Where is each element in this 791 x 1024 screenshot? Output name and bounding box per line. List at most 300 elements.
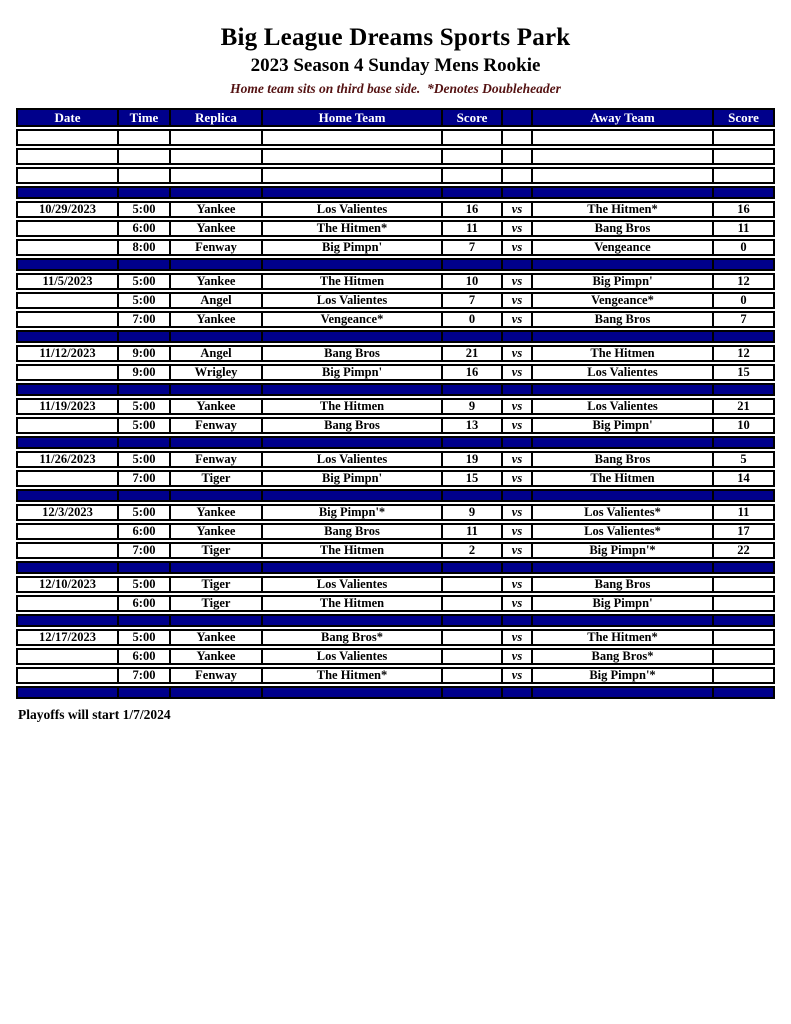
game-row [16, 292, 775, 309]
time-cell [117, 186, 169, 199]
home-score-cell [441, 576, 501, 593]
replica-cell [169, 167, 261, 184]
away-score-cell: 11 [712, 220, 775, 237]
time-cell [117, 383, 169, 396]
schedule-table-header [16, 108, 775, 127]
away-score-cell: 15 [712, 364, 775, 381]
date-cell [16, 542, 117, 559]
away-team-cell: Vengeance* [531, 292, 712, 309]
away-score-cell: 22 [712, 542, 775, 559]
col-header-score: Score [441, 108, 501, 127]
date-cell: 10/29/2023 [16, 201, 117, 218]
time-cell [117, 489, 169, 502]
time-cell: 5:00 [117, 576, 169, 593]
time-cell: 5:00 [117, 451, 169, 468]
game-row [16, 345, 775, 362]
time-cell [117, 614, 169, 627]
away-team-cell [531, 258, 712, 271]
away-score-cell [712, 383, 775, 396]
home-team-cell: The Hitmen* [261, 667, 441, 684]
game-row [16, 523, 775, 540]
page-subtitle: 2023 Season 4 Sunday Mens Rookie [250, 55, 541, 76]
away-score-cell: 14 [712, 470, 775, 487]
vs-cell: vs [501, 398, 531, 415]
home-score-cell [441, 186, 501, 199]
home-team-cell: The Hitmen [261, 542, 441, 559]
separator-row [16, 686, 775, 699]
vs-cell: vs [501, 648, 531, 665]
home-team-cell [261, 489, 441, 502]
home-team-cell: Bang Bros* [261, 629, 441, 646]
col-header-vs [501, 108, 531, 127]
home-score-cell [441, 629, 501, 646]
replica-cell: Tiger [169, 470, 261, 487]
away-score-cell [712, 330, 775, 343]
home-score-cell: 15 [441, 470, 501, 487]
schedule-table [16, 106, 775, 701]
time-cell: 9:00 [117, 345, 169, 362]
time-cell: 5:00 [117, 398, 169, 415]
home-team-cell: The Hitmen [261, 595, 441, 612]
time-cell [117, 129, 169, 146]
away-team-cell: The Hitmen* [531, 629, 712, 646]
vs-cell: vs [501, 576, 531, 593]
home-team-cell [261, 167, 441, 184]
time-cell: 7:00 [117, 667, 169, 684]
away-score-cell: 11 [712, 504, 775, 521]
vs-cell [501, 614, 531, 627]
game-row [16, 629, 775, 646]
away-team-cell [531, 383, 712, 396]
home-team-note: Home team sits on third base side. *Denotes Doubleheader [230, 81, 561, 96]
replica-cell: Fenway [169, 417, 261, 434]
home-score-cell [441, 330, 501, 343]
vs-cell: vs [501, 542, 531, 559]
home-score-cell [441, 489, 501, 502]
time-cell: 5:00 [117, 273, 169, 290]
away-score-cell: 16 [712, 201, 775, 218]
time-cell: 7:00 [117, 542, 169, 559]
date-cell [16, 523, 117, 540]
home-team-cell [261, 129, 441, 146]
away-score-cell: 5 [712, 451, 775, 468]
away-score-cell: 7 [712, 311, 775, 328]
time-cell: 9:00 [117, 364, 169, 381]
home-team-cell: Big Pimpn'* [261, 504, 441, 521]
time-cell: 5:00 [117, 504, 169, 521]
vs-cell [501, 561, 531, 574]
home-team-cell: Bang Bros [261, 345, 441, 362]
vs-cell [501, 167, 531, 184]
home-score-cell: 11 [441, 220, 501, 237]
replica-cell: Yankee [169, 629, 261, 646]
home-score-cell: 16 [441, 201, 501, 218]
date-cell [16, 292, 117, 309]
away-team-cell: Los Valientes* [531, 504, 712, 521]
away-team-cell: Bang Bros [531, 220, 712, 237]
time-cell: 5:00 [117, 201, 169, 218]
away-team-cell: The Hitmen [531, 470, 712, 487]
separator-row [16, 561, 775, 574]
home-team-cell: Big Pimpn' [261, 470, 441, 487]
away-team-cell: Los Valientes* [531, 523, 712, 540]
away-score-cell: 21 [712, 398, 775, 415]
col-header-date: Date [16, 108, 117, 127]
home-score-cell [441, 129, 501, 146]
game-row [16, 201, 775, 218]
home-team-cell [261, 330, 441, 343]
home-score-cell: 7 [441, 239, 501, 256]
away-team-cell: Big Pimpn' [531, 273, 712, 290]
header-row [16, 108, 775, 127]
replica-cell [169, 436, 261, 449]
date-cell [16, 686, 117, 699]
home-score-cell [441, 614, 501, 627]
vs-cell: vs [501, 523, 531, 540]
schedule-table-body [16, 129, 775, 699]
game-row [16, 239, 775, 256]
vs-cell: vs [501, 595, 531, 612]
away-team-cell: Big Pimpn' [531, 595, 712, 612]
away-score-cell [712, 595, 775, 612]
home-team-cell [261, 383, 441, 396]
away-team-cell: Bang Bros [531, 576, 712, 593]
home-score-cell: 9 [441, 504, 501, 521]
game-row [16, 220, 775, 237]
home-team-cell: Los Valientes [261, 451, 441, 468]
replica-cell: Fenway [169, 667, 261, 684]
col-header-replica: Replica [169, 108, 261, 127]
replica-cell [169, 258, 261, 271]
home-team-cell [261, 561, 441, 574]
date-cell [16, 239, 117, 256]
time-cell: 7:00 [117, 470, 169, 487]
home-score-cell [441, 148, 501, 165]
time-cell: 6:00 [117, 523, 169, 540]
away-team-cell: Los Valientes [531, 398, 712, 415]
date-cell: 12/3/2023 [16, 504, 117, 521]
away-score-cell [712, 258, 775, 271]
vs-cell [501, 383, 531, 396]
replica-cell: Angel [169, 292, 261, 309]
game-row [16, 311, 775, 328]
time-cell: 5:00 [117, 292, 169, 309]
vs-cell: vs [501, 345, 531, 362]
date-cell [16, 667, 117, 684]
away-score-cell [712, 629, 775, 646]
date-cell: 12/17/2023 [16, 629, 117, 646]
vs-cell: vs [501, 220, 531, 237]
replica-cell: Yankee [169, 523, 261, 540]
home-score-cell [441, 167, 501, 184]
home-score-cell: 9 [441, 398, 501, 415]
away-team-cell: Big Pimpn' [531, 417, 712, 434]
away-team-cell: Bang Bros [531, 311, 712, 328]
vs-cell [501, 436, 531, 449]
home-team-cell: Los Valientes [261, 201, 441, 218]
col-header-home-team: Home Team [261, 108, 441, 127]
replica-cell: Angel [169, 345, 261, 362]
game-row [16, 648, 775, 665]
away-score-cell: 17 [712, 523, 775, 540]
game-row [16, 595, 775, 612]
time-cell [117, 436, 169, 449]
date-cell [16, 595, 117, 612]
away-team-cell: Big Pimpn'* [531, 542, 712, 559]
home-team-cell [261, 686, 441, 699]
time-cell: 5:00 [117, 629, 169, 646]
separator-row [16, 489, 775, 502]
time-cell [117, 561, 169, 574]
date-cell [16, 364, 117, 381]
home-team-cell: Los Valientes [261, 576, 441, 593]
away-score-cell [712, 129, 775, 146]
replica-cell: Yankee [169, 311, 261, 328]
vs-cell [501, 330, 531, 343]
home-team-cell: Bang Bros [261, 523, 441, 540]
col-header-time: Time [117, 108, 169, 127]
game-row [16, 470, 775, 487]
home-team-cell: Vengeance* [261, 311, 441, 328]
vs-cell [501, 258, 531, 271]
time-cell: 7:00 [117, 311, 169, 328]
date-cell [16, 614, 117, 627]
home-team-cell [261, 148, 441, 165]
away-score-cell: 0 [712, 292, 775, 309]
away-score-cell [712, 648, 775, 665]
vs-cell: vs [501, 629, 531, 646]
home-score-cell [441, 258, 501, 271]
date-cell: 11/5/2023 [16, 273, 117, 290]
home-team-cell [261, 436, 441, 449]
date-cell [16, 167, 117, 184]
time-cell [117, 330, 169, 343]
away-team-cell [531, 148, 712, 165]
home-team-cell [261, 186, 441, 199]
away-score-cell: 10 [712, 417, 775, 434]
vs-cell: vs [501, 470, 531, 487]
home-team-cell: The Hitmen* [261, 220, 441, 237]
replica-cell: Fenway [169, 239, 261, 256]
time-cell: 6:00 [117, 220, 169, 237]
home-score-cell [441, 648, 501, 665]
home-score-cell [441, 383, 501, 396]
home-team-cell: The Hitmen [261, 398, 441, 415]
home-team-cell: Bang Bros [261, 417, 441, 434]
away-score-cell: 0 [712, 239, 775, 256]
vs-cell: vs [501, 239, 531, 256]
away-score-cell [712, 576, 775, 593]
page-title: Big League Dreams Sports Park [220, 24, 571, 51]
away-score-cell [712, 436, 775, 449]
vs-cell [501, 186, 531, 199]
blank-row [16, 167, 775, 184]
date-cell [16, 258, 117, 271]
time-cell [117, 167, 169, 184]
home-score-cell: 2 [441, 542, 501, 559]
home-score-cell: 10 [441, 273, 501, 290]
replica-cell: Tiger [169, 542, 261, 559]
replica-cell: Wrigley [169, 364, 261, 381]
time-cell [117, 258, 169, 271]
away-team-cell: The Hitmen [531, 345, 712, 362]
replica-cell [169, 489, 261, 502]
blank-row [16, 148, 775, 165]
separator-row [16, 186, 775, 199]
date-cell [16, 148, 117, 165]
away-team-cell [531, 167, 712, 184]
vs-cell: vs [501, 292, 531, 309]
date-cell: 11/26/2023 [16, 451, 117, 468]
away-team-cell: Vengeance [531, 239, 712, 256]
date-cell [16, 129, 117, 146]
away-score-cell [712, 561, 775, 574]
home-score-cell: 7 [441, 292, 501, 309]
date-cell [16, 648, 117, 665]
home-score-cell: 0 [441, 311, 501, 328]
home-team-cell: Big Pimpn' [261, 239, 441, 256]
replica-cell [169, 148, 261, 165]
game-row [16, 542, 775, 559]
away-team-cell [531, 489, 712, 502]
separator-row [16, 383, 775, 396]
replica-cell [169, 614, 261, 627]
vs-cell: vs [501, 504, 531, 521]
vs-cell [501, 686, 531, 699]
away-score-cell: 12 [712, 273, 775, 290]
date-cell: 11/12/2023 [16, 345, 117, 362]
col-header-away-team: Away Team [531, 108, 712, 127]
away-score-cell [712, 489, 775, 502]
separator-row [16, 258, 775, 271]
date-cell: 12/10/2023 [16, 576, 117, 593]
date-cell [16, 470, 117, 487]
vs-cell [501, 489, 531, 502]
game-row [16, 451, 775, 468]
replica-cell [169, 561, 261, 574]
replica-cell: Yankee [169, 398, 261, 415]
home-team-cell: The Hitmen [261, 273, 441, 290]
date-cell [16, 186, 117, 199]
time-cell: 5:00 [117, 417, 169, 434]
home-team-cell [261, 614, 441, 627]
time-cell: 8:00 [117, 239, 169, 256]
away-team-cell: Bang Bros [531, 451, 712, 468]
away-score-cell [712, 186, 775, 199]
separator-row [16, 330, 775, 343]
away-team-cell [531, 436, 712, 449]
vs-cell: vs [501, 273, 531, 290]
home-score-cell [441, 595, 501, 612]
home-team-cell: Los Valientes [261, 292, 441, 309]
away-score-cell [712, 167, 775, 184]
col-header-score-away: Score [712, 108, 775, 127]
time-cell [117, 148, 169, 165]
replica-cell: Yankee [169, 201, 261, 218]
time-cell: 6:00 [117, 648, 169, 665]
replica-cell: Fenway [169, 451, 261, 468]
away-team-cell: Big Pimpn'* [531, 667, 712, 684]
replica-cell: Yankee [169, 504, 261, 521]
vs-cell [501, 129, 531, 146]
home-score-cell [441, 667, 501, 684]
replica-cell [169, 686, 261, 699]
time-cell [117, 686, 169, 699]
game-row [16, 364, 775, 381]
away-score-cell [712, 148, 775, 165]
away-score-cell: 12 [712, 345, 775, 362]
away-team-cell [531, 561, 712, 574]
vs-cell: vs [501, 417, 531, 434]
date-cell [16, 417, 117, 434]
away-team-cell [531, 186, 712, 199]
away-team-cell [531, 330, 712, 343]
replica-cell: Yankee [169, 273, 261, 290]
replica-cell: Yankee [169, 648, 261, 665]
vs-cell [501, 148, 531, 165]
date-cell [16, 383, 117, 396]
home-score-cell: 21 [441, 345, 501, 362]
away-team-cell [531, 686, 712, 699]
home-team-cell: Big Pimpn' [261, 364, 441, 381]
home-score-cell: 16 [441, 364, 501, 381]
away-score-cell [712, 614, 775, 627]
date-cell [16, 436, 117, 449]
time-cell: 6:00 [117, 595, 169, 612]
home-score-cell: 19 [441, 451, 501, 468]
playoffs-note: Playoffs will start 1/7/2024 [18, 707, 171, 722]
replica-cell [169, 129, 261, 146]
away-team-cell: Bang Bros* [531, 648, 712, 665]
date-cell [16, 220, 117, 237]
game-row [16, 417, 775, 434]
date-cell [16, 330, 117, 343]
home-score-cell [441, 686, 501, 699]
vs-cell: vs [501, 364, 531, 381]
date-cell [16, 561, 117, 574]
home-score-cell [441, 436, 501, 449]
away-team-cell [531, 614, 712, 627]
away-team-cell: The Hitmen* [531, 201, 712, 218]
vs-cell: vs [501, 667, 531, 684]
game-row [16, 667, 775, 684]
game-row [16, 273, 775, 290]
vs-cell: vs [501, 451, 531, 468]
replica-cell [169, 186, 261, 199]
vs-cell: vs [501, 311, 531, 328]
replica-cell: Tiger [169, 576, 261, 593]
home-team-cell [261, 258, 441, 271]
home-score-cell: 13 [441, 417, 501, 434]
blank-row [16, 129, 775, 146]
date-cell [16, 311, 117, 328]
replica-cell [169, 383, 261, 396]
away-team-cell [531, 129, 712, 146]
date-cell: 11/19/2023 [16, 398, 117, 415]
away-team-cell: Los Valientes [531, 364, 712, 381]
replica-cell: Tiger [169, 595, 261, 612]
away-score-cell [712, 686, 775, 699]
home-team-cell: Los Valientes [261, 648, 441, 665]
game-row [16, 398, 775, 415]
separator-row [16, 436, 775, 449]
replica-cell [169, 330, 261, 343]
replica-cell: Yankee [169, 220, 261, 237]
game-row [16, 576, 775, 593]
home-score-cell [441, 561, 501, 574]
separator-row [16, 614, 775, 627]
home-score-cell: 11 [441, 523, 501, 540]
